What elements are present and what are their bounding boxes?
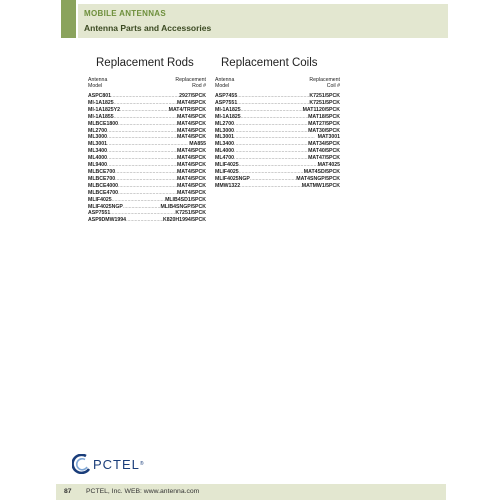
replacement-part: MAT4/5PCK [176, 148, 206, 155]
dot-leader [110, 210, 175, 217]
antenna-model: MLIF4025 [215, 168, 239, 175]
dot-leader [107, 155, 177, 162]
antenna-model: ML3000 [88, 134, 108, 141]
dot-leader [234, 155, 308, 162]
replacement-part: MAT4/5PCK [176, 175, 206, 182]
replacement-part: MAT4/5PCK [176, 189, 206, 196]
dot-leader [241, 107, 303, 114]
antenna-model: MI-1A1825 [88, 99, 114, 106]
dot-leader [107, 134, 177, 141]
rods-col2-head-top: Replacement [175, 77, 206, 83]
antenna-model: ML3001 [215, 134, 235, 141]
antenna-model: MI-1A1825Y2 [88, 106, 121, 113]
antenna-model: MI-1A1825 [215, 106, 241, 113]
dot-leader [239, 169, 304, 176]
antenna-model: MLBCE4000 [88, 182, 118, 189]
dot-leader [115, 169, 177, 176]
dot-leader [237, 93, 309, 100]
rods-title: Replacement Rods [96, 57, 194, 69]
antenna-model: MLIF4025 [88, 196, 112, 203]
list-item [215, 148, 340, 155]
replacement-part: MATMW1/5PCK [301, 182, 340, 189]
list-item [88, 114, 206, 121]
antenna-model: ML2700 [88, 127, 108, 134]
antenna-model: ASP7551 [215, 99, 238, 106]
replacement-part: MAT4/5PCK [176, 155, 206, 162]
antenna-model: MLBCE700 [88, 168, 116, 175]
dot-leader [234, 128, 308, 135]
list-item [88, 93, 206, 100]
replacement-part: MAT1120/5PCK [302, 106, 340, 113]
list-item [88, 176, 206, 183]
replacement-part: MAT4/5PCK [176, 99, 206, 106]
dot-leader [112, 197, 165, 204]
antenna-model: ASP7551 [88, 210, 111, 217]
replacement-part: K7251/5PCK [309, 93, 340, 99]
rods-header-bottom [88, 83, 206, 89]
antenna-model: ML3000 [215, 127, 235, 134]
dot-leader [107, 128, 177, 135]
replacement-part: MAT4SNGP/5PCK [296, 175, 340, 182]
replacement-part: MAT4/5PCK [176, 113, 206, 120]
list-item [88, 128, 206, 135]
antenna-model: MLIF4025 [215, 162, 239, 169]
list-item [88, 169, 206, 176]
list-item [215, 155, 340, 162]
dot-leader [126, 217, 163, 224]
replacement-part: MAT47/5PCK [308, 155, 340, 162]
rods-col1-head-top: Antenna [88, 77, 108, 83]
dot-leader [115, 176, 177, 183]
coils-col1-head-bot: Model [215, 83, 230, 89]
antenna-model: ML3400 [88, 148, 108, 155]
logo-brand-text: PCTEL [93, 456, 140, 472]
coils-col1-head-top: Antenna [215, 77, 235, 83]
antenna-model: MMW1322 [215, 182, 241, 189]
list-item [215, 114, 340, 121]
replacement-part: MAT34/5PCK [308, 141, 340, 148]
dot-leader [107, 162, 177, 169]
replacement-part: 2927/5PCK [179, 93, 206, 99]
logo-registered-mark: ® [139, 461, 144, 467]
antenna-model: MLBCE1800 [88, 120, 118, 127]
page-footer [56, 484, 446, 500]
list-item [215, 100, 340, 107]
list-item [88, 190, 206, 197]
rods-col2-head-bot: Rod # [192, 83, 206, 89]
list-item [215, 93, 340, 100]
replacement-coils-column [215, 57, 340, 190]
list-item [88, 217, 206, 224]
list-item [88, 141, 206, 148]
list-item [215, 107, 340, 114]
antenna-model: MLIF4025NGP [88, 203, 123, 210]
section-color-tab [61, 0, 76, 38]
dot-leader [241, 114, 308, 121]
footer-text: PCTEL, Inc. WEB: www.antenna.com [86, 488, 200, 495]
list-item [88, 148, 206, 155]
antenna-model: ML3400 [215, 141, 235, 148]
replacement-part: MAT30/5PCK [308, 127, 340, 134]
list-item [215, 121, 340, 128]
list-item [215, 141, 340, 148]
dot-leader [107, 148, 177, 155]
list-item [88, 100, 206, 107]
list-item [215, 176, 340, 183]
replacement-part: MAT4/5PCK [176, 120, 206, 127]
replacement-part: MLIB4SNGP/5PCK [160, 203, 206, 210]
list-item [215, 183, 340, 190]
dot-leader [123, 204, 161, 211]
section-title: MOBILE ANTENNAS [84, 9, 166, 18]
antenna-model: ML3001 [88, 141, 108, 148]
antenna-model: MLBCE4700 [88, 189, 118, 196]
list-item [215, 134, 340, 141]
dot-leader [234, 141, 308, 148]
replacement-part: MAT4/5PCK [176, 162, 206, 169]
antenna-model: MLIF4025NGP [215, 175, 250, 182]
dot-leader [107, 141, 189, 148]
replacement-part: MAT4025 [317, 162, 340, 169]
dot-leader [120, 107, 169, 114]
replacement-part: MAT4SD/5PCK [303, 168, 340, 175]
antenna-model: ML4000 [88, 155, 108, 162]
replacement-part: MAT4/5PCK [176, 127, 206, 134]
subsection-title: Antenna Parts and Accessories [84, 23, 212, 33]
replacement-part: MLIB4SD1/5PCK [165, 196, 206, 203]
replacement-part: K7251/5PCK [309, 99, 340, 106]
dot-leader [114, 114, 177, 121]
list-item [88, 197, 206, 204]
replacement-part: MAT27/5PCK [308, 120, 340, 127]
replacement-part: K820H1994/5PCK [163, 217, 206, 224]
dot-leader [111, 93, 179, 100]
coils-header-bottom [215, 83, 340, 89]
dot-leader [234, 134, 318, 141]
dot-leader [118, 121, 177, 128]
replacement-part: MAT18/5PCK [308, 113, 340, 120]
page-header [78, 4, 448, 38]
antenna-model: MI-1A1855 [88, 113, 114, 120]
antenna-model: ML9400 [88, 162, 108, 169]
pctel-logo [72, 454, 144, 474]
coils-col2-head-top: Replacement [309, 77, 340, 83]
list-item [88, 155, 206, 162]
rods-list [88, 93, 206, 224]
dot-leader [239, 162, 318, 169]
rods-col1-head-bot: Model [88, 83, 103, 89]
coils-col2-head-bot: Coil # [326, 83, 340, 89]
dot-leader [240, 183, 302, 190]
list-item [88, 183, 206, 190]
antenna-model: ML4700 [215, 155, 235, 162]
dot-leader [237, 100, 309, 107]
replacement-part: MAT4/5PCK [176, 134, 206, 141]
coils-list [215, 93, 340, 190]
list-item [88, 162, 206, 169]
list-item [215, 169, 340, 176]
antenna-model: ASP9DMW1994 [88, 217, 127, 224]
antenna-model: ASPC801 [88, 93, 112, 99]
dot-leader [118, 190, 177, 197]
dot-leader [234, 148, 308, 155]
list-item [88, 107, 206, 114]
antenna-model: MLBCE700 [88, 175, 116, 182]
pctel-swoosh-icon [72, 454, 92, 474]
antenna-model: ASP7455 [215, 93, 238, 99]
antenna-model: ML4000 [215, 148, 235, 155]
list-item [88, 121, 206, 128]
list-item [215, 128, 340, 135]
replacement-part: MA855 [189, 141, 206, 148]
list-item [88, 210, 206, 217]
replacement-part: MAT4/5PCK [176, 168, 206, 175]
replacement-rods-column [88, 57, 206, 224]
replacement-part: MAT4/5PCK [176, 182, 206, 189]
antenna-model: ML2700 [215, 120, 235, 127]
replacement-part: MAT3001 [317, 134, 340, 141]
replacement-part: K7251/5PCK [175, 210, 206, 217]
dot-leader [118, 183, 177, 190]
list-item [88, 134, 206, 141]
list-item [88, 204, 206, 211]
page-number: 87 [64, 488, 72, 495]
list-item [215, 162, 340, 169]
dot-leader [114, 100, 177, 107]
dot-leader [234, 121, 308, 128]
replacement-part: MAT40/5PCK [308, 148, 340, 155]
coils-title: Replacement Coils [221, 57, 318, 69]
antenna-model: MI-1A1825 [215, 113, 241, 120]
replacement-part: MAT4/TR/5PCK [168, 106, 206, 113]
dot-leader [250, 176, 296, 183]
